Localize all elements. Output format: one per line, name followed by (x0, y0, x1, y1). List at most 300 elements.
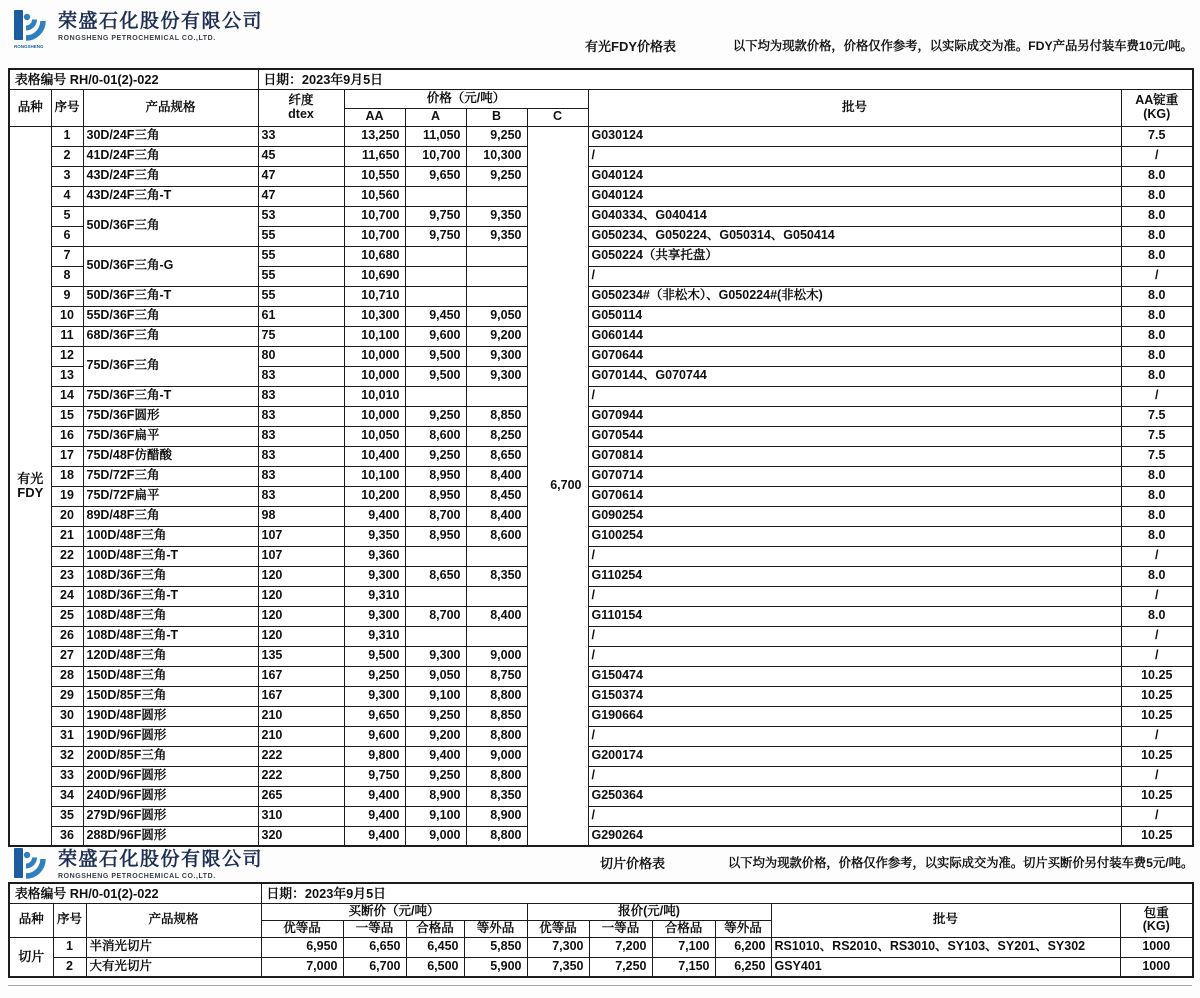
cell-weight: / (1121, 726, 1193, 746)
cell-aa: 9,250 (344, 666, 405, 686)
cell-a: 9,250 (405, 446, 466, 466)
col-quote-first: 一等品 (589, 920, 652, 937)
cell-aa: 10,710 (344, 286, 405, 306)
cell-spec: 50D/36F三角 (83, 206, 258, 246)
cell-dtex: 83 (258, 406, 344, 426)
table-row (9, 326, 1193, 346)
cell-dtex: 310 (258, 806, 344, 826)
cell-a: 9,250 (405, 766, 466, 786)
cell-batch: G030124 (588, 126, 1121, 146)
company-name-cn: 荣盛石化股份有限公司 (58, 849, 264, 870)
cell-spec: 190D/96F圆形 (83, 726, 258, 746)
cell-a (405, 246, 466, 266)
cell-b: 8,400 (466, 466, 527, 486)
cell-quote-first: 7,200 (589, 937, 652, 957)
cell-weight: 10.25 (1121, 826, 1193, 846)
col-no: 序号 (51, 89, 83, 126)
table-row (9, 666, 1193, 686)
table-row (9, 646, 1193, 666)
company-name-cn: 荣盛石化股份有限公司 (58, 11, 264, 32)
cell-weight: 8.0 (1121, 606, 1193, 626)
cell-spec: 75D/36F扁平 (83, 426, 258, 446)
cell-c-merged: 6,700 (527, 126, 588, 846)
cell-dtex: 80 (258, 346, 344, 366)
col-weight: 包重 (KG) (1120, 903, 1193, 937)
cell-b (466, 546, 527, 566)
cell-dtex: 120 (258, 626, 344, 646)
cell-spec: 150D/85F三角 (83, 686, 258, 706)
cell-weight: / (1121, 626, 1193, 646)
cell-no: 32 (51, 746, 83, 766)
cell-a (405, 626, 466, 646)
cell-dtex: 320 (258, 826, 344, 846)
cell-no: 21 (51, 526, 83, 546)
form-date: 日期：2023年9月5日 (261, 883, 1193, 903)
cell-b (466, 266, 527, 286)
cell-aa: 10,000 (344, 406, 405, 426)
table-row (9, 526, 1193, 546)
cell-b: 8,800 (466, 826, 527, 846)
cell-no: 2 (51, 146, 83, 166)
cell-aa: 11,650 (344, 146, 405, 166)
col-grade-aa: AA (344, 108, 405, 126)
cell-no: 30 (51, 706, 83, 726)
table-row (9, 937, 1193, 957)
cell-aa: 10,560 (344, 186, 405, 206)
cell-dtex: 135 (258, 646, 344, 666)
cell-no: 1 (51, 126, 83, 146)
cell-batch: G070644 (588, 346, 1121, 366)
cell-batch: G290264 (588, 826, 1121, 846)
cell-dtex: 83 (258, 486, 344, 506)
cell-spec: 43D/24F三角 (83, 166, 258, 186)
cell-dtex: 167 (258, 686, 344, 706)
col-buy-first: 一等品 (343, 920, 406, 937)
cell-spec: 50D/36F三角-T (83, 286, 258, 306)
cell-batch: GSY401 (771, 957, 1120, 977)
cell-weight: / (1121, 386, 1193, 406)
cell-weight: 8.0 (1121, 466, 1193, 486)
cell-dtex: 33 (258, 126, 344, 146)
chip-sheet-notice: 以下均为现款价格，价格仅作参考，以实际成交为准。切片买断价另付装车费5元/吨。 (728, 856, 1194, 870)
table-row (9, 426, 1193, 446)
table-row (9, 446, 1193, 466)
cell-a: 9,100 (405, 806, 466, 826)
cell-no: 31 (51, 726, 83, 746)
cell-no: 24 (51, 586, 83, 606)
cell-a: 9,750 (405, 206, 466, 226)
cell-a: 9,500 (405, 346, 466, 366)
cell-batch: / (588, 546, 1121, 566)
cell-weight: 8.0 (1121, 486, 1193, 506)
cell-batch: G040124 (588, 166, 1121, 186)
cell-spec: 75D/36F三角-T (83, 386, 258, 406)
cell-dtex: 222 (258, 746, 344, 766)
cell-no: 35 (51, 806, 83, 826)
cell-a: 9,450 (405, 306, 466, 326)
cell-weight: 10.25 (1121, 666, 1193, 686)
cell-a: 8,650 (405, 566, 466, 586)
cell-weight: / (1121, 646, 1193, 666)
cell-b (466, 586, 527, 606)
table-row (9, 506, 1193, 526)
table-row (9, 566, 1193, 586)
cell-weight: 8.0 (1121, 186, 1193, 206)
col-weight: AA锭重 (KG) (1121, 89, 1193, 126)
cell-a (405, 186, 466, 206)
cell-weight: 10.25 (1121, 786, 1193, 806)
cell-aa: 10,000 (344, 366, 405, 386)
table-row (9, 766, 1193, 786)
cell-batch: G070544 (588, 426, 1121, 446)
cell-spec: 55D/36F三角 (83, 306, 258, 326)
cell-buy-first: 6,700 (343, 957, 406, 977)
cell-b: 8,350 (466, 566, 527, 586)
cell-batch: G150374 (588, 686, 1121, 706)
table-row (9, 406, 1193, 426)
cell-b: 9,350 (466, 226, 527, 246)
cell-batch: G040334、G040414 (588, 206, 1121, 226)
cell-spec: 30D/24F三角 (83, 126, 258, 146)
cell-buy-premium: 7,000 (261, 957, 343, 977)
cell-aa: 9,350 (344, 526, 405, 546)
cell-b: 9,300 (466, 366, 527, 386)
cell-weight: 10.25 (1121, 706, 1193, 726)
cell-aa: 9,400 (344, 806, 405, 826)
form-date: 日期：2023年9月5日 (258, 69, 1193, 89)
cell-batch: G090254 (588, 506, 1121, 526)
cell-batch: / (588, 386, 1121, 406)
cell-batch: G050224（共享托盘） (588, 246, 1121, 266)
cell-batch: G040124 (588, 186, 1121, 206)
cell-spec: 100D/48F三角 (83, 526, 258, 546)
cell-batch: G250364 (588, 786, 1121, 806)
cell-no: 16 (51, 426, 83, 446)
cell-spec: 108D/36F三角-T (83, 586, 258, 606)
col-kind: 品种 (9, 89, 51, 126)
cell-dtex: 83 (258, 466, 344, 486)
cell-b: 9,250 (466, 126, 527, 146)
cell-b: 8,350 (466, 786, 527, 806)
cell-a: 9,500 (405, 366, 466, 386)
cell-dtex: 120 (258, 566, 344, 586)
cell-no: 6 (51, 226, 83, 246)
cell-b: 9,300 (466, 346, 527, 366)
cell-batch: / (588, 726, 1121, 746)
cell-batch: G050234#（非松木）、G050224#(非松木) (588, 286, 1121, 306)
cell-quote-substandard: 6,200 (715, 937, 771, 957)
col-dtex: 纤度 dtex (258, 89, 344, 126)
cell-aa: 9,650 (344, 706, 405, 726)
cell-no: 11 (51, 326, 83, 346)
col-quote-premium: 优等品 (527, 920, 589, 937)
table-row (9, 286, 1193, 306)
table-row (9, 957, 1193, 977)
table-row (9, 386, 1193, 406)
cell-a: 8,600 (405, 426, 466, 446)
cell-no: 34 (51, 786, 83, 806)
cell-a: 8,900 (405, 786, 466, 806)
cell-spec: 43D/24F三角-T (83, 186, 258, 206)
col-grade-b: B (466, 108, 527, 126)
col-price-group: 价格（元/吨） (344, 89, 588, 108)
cell-b: 9,000 (466, 746, 527, 766)
cell-b: 8,900 (466, 806, 527, 826)
cell-dtex: 107 (258, 526, 344, 546)
cell-weight: / (1121, 146, 1193, 166)
cell-dtex: 45 (258, 146, 344, 166)
cell-kind: 有光 FDY (9, 126, 51, 846)
cell-weight: 8.0 (1121, 226, 1193, 246)
cell-no: 33 (51, 766, 83, 786)
cell-aa: 10,010 (344, 386, 405, 406)
cell-b (466, 246, 527, 266)
cell-spec: 240D/96F圆形 (83, 786, 258, 806)
cell-weight: 8.0 (1121, 526, 1193, 546)
cell-aa: 10,400 (344, 446, 405, 466)
cell-batch: G060144 (588, 326, 1121, 346)
cell-batch: / (588, 766, 1121, 786)
cell-a: 9,650 (405, 166, 466, 186)
cell-spec: 150D/48F三角 (83, 666, 258, 686)
cell-buy-qualified: 6,450 (406, 937, 464, 957)
cell-aa: 10,100 (344, 466, 405, 486)
form-number: 表格编号 RH/0-01(2)-022 (9, 883, 261, 903)
cell-batch: / (588, 646, 1121, 666)
cell-b: 9,350 (466, 206, 527, 226)
fdy-sheet-notice: 以下均为现款价格，价格仅作参考，以实际成交为准。FDY产品另付装车费10元/吨。 (733, 39, 1193, 53)
cell-spec: 89D/48F三角 (83, 506, 258, 526)
cell-weight: / (1121, 806, 1193, 826)
cell-spec: 75D/48F仿醋酸 (83, 446, 258, 466)
cell-batch: / (588, 586, 1121, 606)
cell-dtex: 47 (258, 186, 344, 206)
cell-dtex: 83 (258, 366, 344, 386)
cell-dtex: 55 (258, 266, 344, 286)
fdy-sheet-title: 有光FDY价格表 (585, 39, 677, 54)
cell-a (405, 266, 466, 286)
col-buy-qualified: 合格品 (406, 920, 464, 937)
cell-spec: 68D/36F三角 (83, 326, 258, 346)
cell-b: 9,200 (466, 326, 527, 346)
table-row (9, 246, 1193, 266)
cell-b: 8,450 (466, 486, 527, 506)
logo-tag-text: RONGSHENG (14, 44, 44, 49)
cell-aa: 13,250 (344, 126, 405, 146)
cell-weight: 8.0 (1121, 506, 1193, 526)
cell-a: 9,600 (405, 326, 466, 346)
cell-weight: 8.0 (1121, 326, 1193, 346)
cell-no: 18 (51, 466, 83, 486)
cell-spec: 108D/48F三角-T (83, 626, 258, 646)
cell-a: 9,250 (405, 706, 466, 726)
cell-a: 9,050 (405, 666, 466, 686)
cell-no: 4 (51, 186, 83, 206)
cell-weight: 7.5 (1121, 446, 1193, 466)
cell-dtex: 222 (258, 766, 344, 786)
cell-b: 8,800 (466, 686, 527, 706)
cell-spec: 108D/36F三角 (83, 566, 258, 586)
cell-no: 20 (51, 506, 83, 526)
cell-dtex: 83 (258, 426, 344, 446)
cell-aa: 10,050 (344, 426, 405, 446)
cell-a: 11,050 (405, 126, 466, 146)
cell-batch: / (588, 146, 1121, 166)
cell-weight: 10.25 (1121, 686, 1193, 706)
cell-spec: 41D/24F三角 (83, 146, 258, 166)
cell-a: 8,700 (405, 606, 466, 626)
cell-aa: 9,310 (344, 626, 405, 646)
cell-b: 8,400 (466, 506, 527, 526)
next-table-cut-line (8, 985, 1192, 986)
cell-quote-qualified: 7,100 (652, 937, 715, 957)
cell-b: 8,600 (466, 526, 527, 546)
cell-a: 8,950 (405, 466, 466, 486)
col-batch: 批号 (588, 89, 1121, 126)
cell-batch: G070714 (588, 466, 1121, 486)
cell-batch: G150474 (588, 666, 1121, 686)
col-grade-a: A (405, 108, 466, 126)
cell-weight: 8.0 (1121, 206, 1193, 226)
cell-no: 1 (53, 937, 86, 957)
cell-batch: G050114 (588, 306, 1121, 326)
col-kind: 品种 (9, 903, 53, 937)
cell-no: 13 (51, 366, 83, 386)
table-row (9, 486, 1193, 506)
cell-spec: 大有光切片 (86, 957, 261, 977)
cell-aa: 9,360 (344, 546, 405, 566)
chip-price-table (8, 882, 1194, 978)
cell-weight: 8.0 (1121, 366, 1193, 386)
cell-no: 15 (51, 406, 83, 426)
cell-spec: 半消光切片 (86, 937, 261, 957)
col-buy-premium: 优等品 (261, 920, 343, 937)
table-row (9, 586, 1193, 606)
cell-a: 9,400 (405, 746, 466, 766)
cell-dtex: 210 (258, 706, 344, 726)
cell-no: 5 (51, 206, 83, 226)
cell-weight: / (1121, 766, 1193, 786)
cell-b: 8,850 (466, 406, 527, 426)
cell-aa: 9,750 (344, 766, 405, 786)
table-row (9, 626, 1193, 646)
cell-batch: G110154 (588, 606, 1121, 626)
table-row (9, 306, 1193, 326)
cell-weight: 8.0 (1121, 166, 1193, 186)
cell-aa: 9,310 (344, 586, 405, 606)
cell-batch: G070144、G070744 (588, 366, 1121, 386)
cell-aa: 9,300 (344, 606, 405, 626)
cell-a (405, 286, 466, 306)
col-quote-group: 报价(元/吨) (527, 903, 771, 920)
cell-no: 27 (51, 646, 83, 666)
cell-kind: 切片 (9, 937, 53, 977)
cell-no: 36 (51, 826, 83, 846)
cell-aa: 10,700 (344, 206, 405, 226)
cell-buy-substandard: 5,900 (464, 957, 527, 977)
cell-buy-substandard: 5,850 (464, 937, 527, 957)
company-logo (12, 8, 263, 52)
cell-b (466, 286, 527, 306)
col-grade-c: C (527, 108, 588, 126)
cell-spec: 100D/48F三角-T (83, 546, 258, 566)
form-meta-row (9, 69, 1193, 89)
cell-batch: RS1010、RS2010、RS3010、SY103、SY201、SY302 (771, 937, 1120, 957)
cell-batch: G070614 (588, 486, 1121, 506)
cell-b: 8,800 (466, 766, 527, 786)
cell-quote-premium: 7,300 (527, 937, 589, 957)
cell-spec: 279D/96F圆形 (83, 806, 258, 826)
cell-batch: G070814 (588, 446, 1121, 466)
form-number: 表格编号 RH/0-01(2)-022 (9, 69, 258, 89)
col-buyout-group: 买断价（元/吨） (261, 903, 527, 920)
cell-aa: 10,690 (344, 266, 405, 286)
table-row (9, 726, 1193, 746)
cell-weight: 7.5 (1121, 406, 1193, 426)
cell-dtex: 167 (258, 666, 344, 686)
cell-weight: 8.0 (1121, 246, 1193, 266)
cell-batch: G190664 (588, 706, 1121, 726)
company-name-en: RONGSHENG PETROCHEMICAL CO.,LTD. (58, 872, 216, 880)
cell-aa: 10,700 (344, 226, 405, 246)
cell-a: 8,950 (405, 486, 466, 506)
cell-no: 17 (51, 446, 83, 466)
cell-dtex: 83 (258, 446, 344, 466)
cell-aa: 10,300 (344, 306, 405, 326)
cell-batch: G050234、G050224、G050314、G050414 (588, 226, 1121, 246)
cell-dtex: 61 (258, 306, 344, 326)
cell-no: 23 (51, 566, 83, 586)
cell-b: 8,750 (466, 666, 527, 686)
table-row (9, 346, 1193, 366)
cell-aa: 9,500 (344, 646, 405, 666)
col-quote-substandard: 等外品 (715, 920, 771, 937)
cell-buy-premium: 6,950 (261, 937, 343, 957)
cell-no: 2 (53, 957, 86, 977)
cell-no: 25 (51, 606, 83, 626)
cell-dtex: 265 (258, 786, 344, 806)
cell-no: 26 (51, 626, 83, 646)
cell-spec: 75D/36F三角 (83, 346, 258, 386)
cell-weight: 7.5 (1121, 126, 1193, 146)
cell-a (405, 546, 466, 566)
cell-quote-first: 7,250 (589, 957, 652, 977)
col-buy-substandard: 等外品 (464, 920, 527, 937)
cell-no: 19 (51, 486, 83, 506)
cell-dtex: 47 (258, 166, 344, 186)
cell-aa: 10,680 (344, 246, 405, 266)
cell-a (405, 386, 466, 406)
table-row (9, 606, 1193, 626)
col-spec: 产品规格 (83, 89, 258, 126)
col-batch: 批号 (771, 903, 1120, 937)
col-quote-qualified: 合格品 (652, 920, 715, 937)
table-row (9, 806, 1193, 826)
cell-a: 9,300 (405, 646, 466, 666)
cell-aa: 10,100 (344, 326, 405, 346)
cell-b: 8,800 (466, 726, 527, 746)
cell-b: 8,850 (466, 706, 527, 726)
cell-no: 12 (51, 346, 83, 366)
cell-dtex: 55 (258, 286, 344, 306)
cell-no: 8 (51, 266, 83, 286)
cell-spec: 190D/48F圆形 (83, 706, 258, 726)
cell-no: 10 (51, 306, 83, 326)
form-meta-row (9, 883, 1193, 903)
cell-quote-premium: 7,350 (527, 957, 589, 977)
table-row (9, 466, 1193, 486)
cell-weight: 7.5 (1121, 426, 1193, 446)
